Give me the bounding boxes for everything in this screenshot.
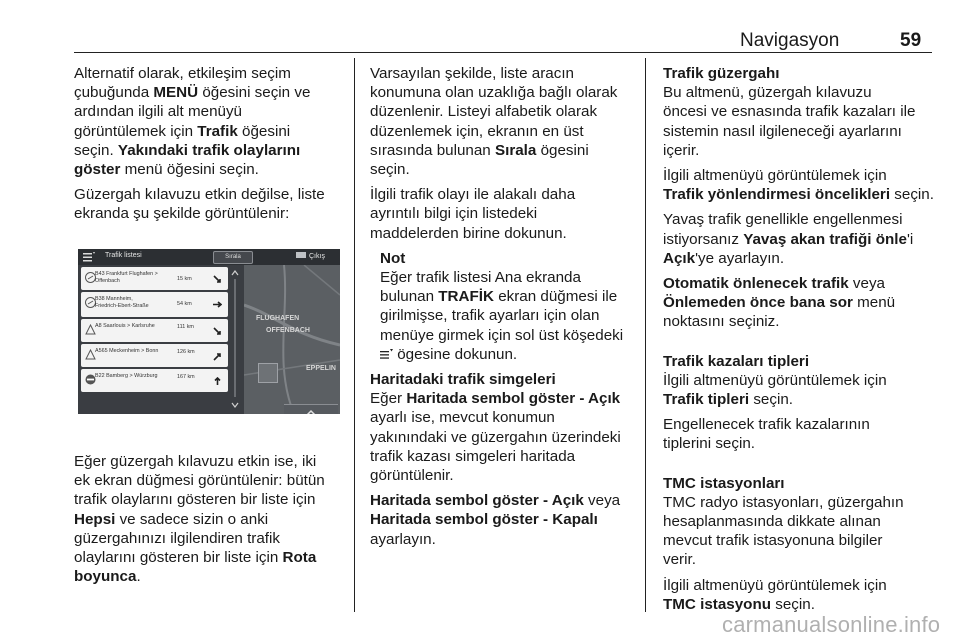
chevron-up-icon: [284, 408, 338, 414]
right-para-6: Engellenecek trafik kazalarının tiplerini seçin.: [663, 416, 870, 453]
middle-para-2: İlgili trafik olayı ile alakalı daha ayrıntılı bilgi için listedeki maddelerden birine dokunun.: [370, 186, 576, 242]
left-column: [74, 64, 348, 230]
note-box: Not Eğer trafik listesi Ana ekranda bulunan TRAFİK ekran düğmesi ile girilmişse, trafik ayarları için olan menüye girmek için sol üst köşedeki ögesine dokunun.: [380, 249, 624, 363]
direction-icon: [213, 327, 222, 336]
header-rule: [74, 52, 932, 53]
sort-button: Sırala: [213, 251, 253, 264]
right-para-7: TMC radyo istasyonları, güzergahın hesaplanmasında dikkate alınan mevcut trafik istasyonuna bilgiler verir.: [663, 493, 904, 569]
section-heading: Trafik kazaları tipleri: [663, 352, 810, 370]
map-expand-bar: [284, 404, 338, 414]
page-number: 59: [900, 30, 922, 51]
watermark: carmanualsonline.info: [722, 612, 941, 637]
infotainment-screen: [78, 249, 340, 414]
middle-para-3: Eğer Haritada sembol göster - Açık ayarlı ise, mevcut konumun yakınındaki ve güzergahın üzerindeki trafik kazası simgeleri haritada görüntülenir.: [370, 390, 621, 485]
right-column: [663, 64, 939, 620]
section-heading: TMC istasyonları: [663, 474, 785, 492]
section-heading: Trafik güzergahı: [663, 65, 780, 82]
direction-icon: [213, 377, 222, 386]
left-para-2: Güzergah kılavuzu etkin değilse, liste ekranda şu şekilde görüntülenir:: [74, 186, 325, 223]
right-para-2: İlgili altmenüyü görüntülemek için Trafik yönlendirmesi öncelikleri seçin.: [663, 167, 934, 204]
left-column-lower: [74, 452, 348, 592]
traffic-list-screenshot: [74, 222, 344, 444]
direction-icon: [213, 275, 222, 284]
middle-para-4: Haritada sembol göster - Açık veya Haritada sembol göster - Kapalı ayarlayın.: [370, 492, 621, 548]
map-label: FLUGHAFEN: [256, 315, 300, 322]
column-divider-1: [354, 58, 355, 612]
list-item: B22 Bamberg > Würzburg 167 km: [81, 369, 228, 392]
map-label: EPPELIN: [306, 365, 336, 372]
section-heading: Haritadaki trafik simgeleri: [370, 371, 556, 389]
map-center-icon: [258, 363, 278, 383]
screen-title-bar: [78, 249, 340, 265]
right-para-5: İlgili altmenüyü görüntülemek için Trafik tipleri seçin.: [663, 371, 887, 409]
map-view: [244, 265, 340, 414]
note-title: Not: [380, 249, 406, 267]
right-para-1: Bu altmenü, güzergah kılavuzu öncesi ve esnasında trafik kazaları ile sistemin nasıl ilgileneceği ayarlarını içerir.: [663, 84, 916, 159]
map-roads: [244, 265, 340, 414]
right-para-4: Otomatik önlenecek trafik veya Önlemeden önce bana sor menü noktasını seçiniz.: [663, 275, 896, 331]
map-label: OFFENBACH: [266, 327, 310, 334]
traffic-list: [81, 267, 228, 407]
exit-button: Çıkış: [296, 252, 325, 260]
left-para-3: Eğer güzergah kılavuzu etkin ise, iki ek ekran düğmesi görüntülenir: bütün trafik olaylarını gösteren bir liste için Hepsi ve sadece sizin o anki güzergahınızı ilgilendiren trafik olaylarını gösteren bir liste için Rota boyunca.: [74, 453, 325, 586]
header-title: Navigasyon: [740, 30, 840, 51]
left-para-1: Alternatif olarak, etkileşim seçim çubuğunda MENÜ öğesini seçin ve ardından ilgili alt menüyü görüntülemek için Trafik öğesini seçin. Yakındaki trafik olaylarını göster menü öğesini seçin.: [74, 65, 311, 179]
list-item: B38 Mannheim, Friedrich-Ebert-Straße 54 km: [81, 292, 228, 317]
list-item: B43 Frankfurt Flughafen > Offenbach 15 km: [81, 267, 228, 290]
list-item: A565 Meckenheim > Bonn 126 km: [81, 344, 228, 367]
column-divider-2: [645, 58, 646, 612]
direction-icon: [213, 352, 222, 361]
list-item: A8 Saarlouis > Karlsruhe 111 km: [81, 319, 228, 342]
middle-column: [370, 64, 638, 555]
menu-icon: [83, 252, 95, 262]
direction-icon: [213, 300, 222, 309]
middle-para-1: Varsayılan şekilde, liste aracın konumuna olan uzaklığa bağlı olarak düzenlenir. Listeyi alfabetik olarak düzenlemek için, ekranın en üst sırasında bulunan Sırala ögesini seçin.: [370, 65, 618, 179]
scrollbar: [231, 269, 239, 409]
screen-title: Trafik listesi: [105, 252, 142, 259]
right-para-8: İlgili altmenüyü görüntülemek için TMC istasyonu seçin.: [663, 576, 887, 613]
exit-icon: [296, 252, 306, 258]
menu-icon: [380, 349, 393, 360]
right-para-3: Yavaş trafik genellikle engellenmesi istiyorsanız Yavaş akan trafiği önle'i Açık'ye ayarlayın.: [663, 211, 914, 267]
